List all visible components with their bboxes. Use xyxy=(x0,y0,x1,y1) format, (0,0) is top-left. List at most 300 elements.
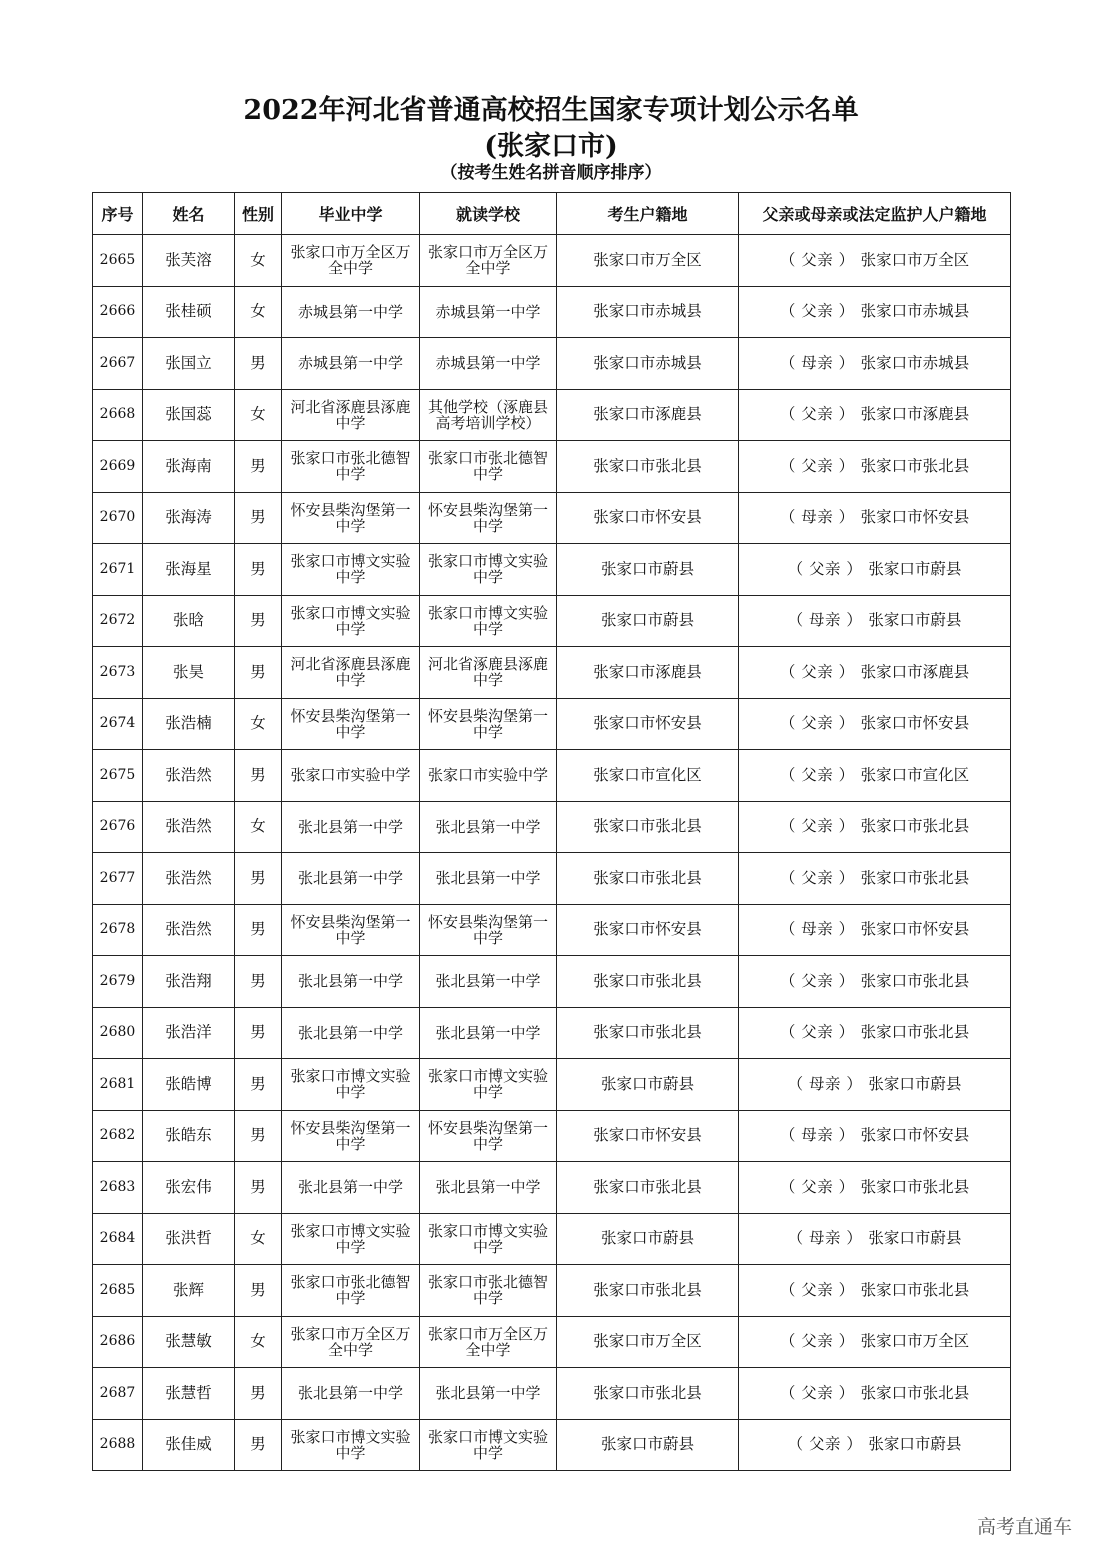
cell-graduation-school xyxy=(282,1316,420,1368)
cell-graduation-school xyxy=(282,1110,420,1162)
cell-parent-domicile xyxy=(739,1162,1011,1214)
cell-current-school-text: 张家口市张北德智中学 xyxy=(427,1273,548,1308)
cell-graduation-school xyxy=(282,1213,420,1265)
guardian-domicile: 张家口市张北县 xyxy=(860,868,970,887)
cell-current-school xyxy=(420,1419,557,1471)
cell-gender: 男 xyxy=(235,647,282,699)
table-row xyxy=(93,1213,1011,1265)
cell-current-school-text: 张北县第一中学 xyxy=(435,817,541,836)
cell-name: 张国蕊 xyxy=(143,389,235,441)
cell-index: 2676 xyxy=(93,801,143,853)
cell-gender: 男 xyxy=(235,1368,282,1420)
cell-current-school xyxy=(420,389,557,441)
cell-parent-domicile xyxy=(739,338,1011,390)
cell-index: 2680 xyxy=(93,1007,143,1059)
cell-index: 2665 xyxy=(93,235,143,287)
page-subtitle: (张家口市) xyxy=(484,131,618,162)
cell-graduation-school-text: 张北县第一中学 xyxy=(297,1178,403,1197)
guardian-domicile: 张家口市张北县 xyxy=(860,1383,970,1402)
cell-name: 张浩然 xyxy=(143,904,235,956)
cell-domicile: 张家口市蔚县 xyxy=(557,1419,739,1471)
cell-graduation-school xyxy=(282,338,420,390)
cell-parent-domicile xyxy=(739,801,1011,853)
guardian-relation: （ 父亲 ） xyxy=(779,1023,855,1042)
cell-graduation-school xyxy=(282,1368,420,1420)
cell-gender: 男 xyxy=(235,956,282,1008)
header-gender: 性别 xyxy=(235,193,282,235)
guardian-relation: （ 父亲 ） xyxy=(779,302,855,321)
cell-current-school-text: 其他学校（涿鹿县高考培训学校） xyxy=(427,397,548,432)
table-row xyxy=(93,956,1011,1008)
table-row xyxy=(93,1162,1011,1214)
guardian-relation: （ 父亲 ） xyxy=(779,1332,855,1351)
cell-index: 2672 xyxy=(93,595,143,647)
cell-graduation-school-text: 张北县第一中学 xyxy=(297,972,403,991)
cell-current-school xyxy=(420,286,557,338)
guardian-relation: （ 父亲 ） xyxy=(779,868,855,887)
cell-name: 张慧哲 xyxy=(143,1368,235,1420)
cell-index: 2688 xyxy=(93,1419,143,1471)
cell-gender: 男 xyxy=(235,1419,282,1471)
cell-name: 张宏伟 xyxy=(143,1162,235,1214)
cell-current-school xyxy=(420,235,557,287)
guardian-relation: （ 父亲 ） xyxy=(779,1280,855,1299)
cell-name: 张洪哲 xyxy=(143,1213,235,1265)
guardian-domicile: 张家口市宣化区 xyxy=(860,765,970,784)
cell-parent-domicile xyxy=(739,235,1011,287)
cell-name: 张海星 xyxy=(143,544,235,596)
guardian-relation: （ 父亲 ） xyxy=(779,971,855,990)
cell-current-school xyxy=(420,338,557,390)
cell-graduation-school xyxy=(282,492,420,544)
cell-parent-domicile xyxy=(739,956,1011,1008)
table-row xyxy=(93,544,1011,596)
guardian-relation: （ 父亲 ） xyxy=(779,662,855,681)
cell-gender: 女 xyxy=(235,1316,282,1368)
cell-name: 张佳威 xyxy=(143,1419,235,1471)
guardian-relation: （ 父亲 ） xyxy=(779,765,855,784)
guardian-domicile: 张家口市蔚县 xyxy=(868,1074,962,1093)
guardian-relation: （ 母亲 ） xyxy=(787,1229,863,1248)
cell-graduation-school xyxy=(282,235,420,287)
guardian-domicile: 张家口市蔚县 xyxy=(868,559,962,578)
cell-parent-domicile xyxy=(739,544,1011,596)
cell-current-school-text: 河北省涿鹿县涿鹿中学 xyxy=(427,655,548,690)
cell-graduation-school-text: 张家口市实验中学 xyxy=(290,766,411,785)
cell-current-school-text: 张北县第一中学 xyxy=(435,1023,541,1042)
cell-current-school xyxy=(420,1162,557,1214)
cell-gender: 女 xyxy=(235,801,282,853)
cell-graduation-school-text: 张家口市博文实验中学 xyxy=(290,1427,411,1462)
cell-graduation-school xyxy=(282,1419,420,1471)
cell-domicile: 张家口市蔚县 xyxy=(557,1213,739,1265)
guardian-domicile: 张家口市蔚县 xyxy=(868,611,962,630)
cell-domicile: 张家口市万全区 xyxy=(557,235,739,287)
guardian-relation: （ 母亲 ） xyxy=(787,1074,863,1093)
cell-current-school-text: 张家口市博文实验中学 xyxy=(427,1067,548,1102)
cell-graduation-school xyxy=(282,956,420,1008)
cell-gender: 女 xyxy=(235,1213,282,1265)
cell-parent-domicile xyxy=(739,1110,1011,1162)
table-row xyxy=(93,286,1011,338)
cell-current-school xyxy=(420,1110,557,1162)
cell-gender: 男 xyxy=(235,1110,282,1162)
cell-graduation-school-text: 张家口市万全区万全中学 xyxy=(290,243,411,278)
header-domicile: 考生户籍地 xyxy=(557,193,739,235)
watermark: 高考直通车 xyxy=(976,1516,1072,1538)
cell-current-school-text: 张家口市博文实验中学 xyxy=(427,552,548,587)
guardian-relation: （ 父亲 ） xyxy=(787,559,863,578)
guardian-domicile: 张家口市张北县 xyxy=(860,456,970,475)
cell-current-school xyxy=(420,1368,557,1420)
table-row xyxy=(93,698,1011,750)
cell-current-school-text: 张北县第一中学 xyxy=(435,1384,541,1403)
cell-current-school xyxy=(420,647,557,699)
guardian-relation: （ 父亲 ） xyxy=(787,1435,863,1454)
cell-index: 2684 xyxy=(93,1213,143,1265)
table-row xyxy=(93,1316,1011,1368)
cell-current-school xyxy=(420,698,557,750)
cell-index: 2666 xyxy=(93,286,143,338)
guardian-relation: （ 父亲 ） xyxy=(779,456,855,475)
header-graduation-school: 毕业中学 xyxy=(282,193,420,235)
cell-graduation-school xyxy=(282,647,420,699)
cell-parent-domicile xyxy=(739,647,1011,699)
cell-name: 张浩洋 xyxy=(143,1007,235,1059)
cell-current-school xyxy=(420,801,557,853)
cell-index: 2686 xyxy=(93,1316,143,1368)
guardian-domicile: 张家口市万全区 xyxy=(860,250,970,269)
cell-domicile: 张家口市赤城县 xyxy=(557,286,739,338)
sort-note: （按考生姓名拼音顺序排序） xyxy=(440,163,662,183)
cell-current-school-text: 怀安县柴沟堡第一中学 xyxy=(427,1118,548,1153)
cell-current-school xyxy=(420,1007,557,1059)
cell-name: 张海涛 xyxy=(143,492,235,544)
cell-name: 张慧敏 xyxy=(143,1316,235,1368)
table-row xyxy=(93,492,1011,544)
table-header-row xyxy=(93,193,1011,235)
cell-domicile: 张家口市张北县 xyxy=(557,853,739,905)
table-row xyxy=(93,750,1011,802)
cell-gender: 男 xyxy=(235,1265,282,1317)
cell-domicile: 张家口市宣化区 xyxy=(557,750,739,802)
guardian-domicile: 张家口市怀安县 xyxy=(860,508,970,527)
cell-gender: 女 xyxy=(235,698,282,750)
header-index: 序号 xyxy=(93,193,143,235)
cell-graduation-school-text: 怀安县柴沟堡第一中学 xyxy=(290,500,411,535)
cell-gender: 男 xyxy=(235,1162,282,1214)
cell-graduation-school-text: 张家口市博文实验中学 xyxy=(290,1067,411,1102)
cell-index: 2671 xyxy=(93,544,143,596)
table-row xyxy=(93,1007,1011,1059)
cell-gender: 女 xyxy=(235,235,282,287)
guardian-relation: （ 父亲 ） xyxy=(779,714,855,733)
guardian-relation: （ 母亲 ） xyxy=(779,920,855,939)
guardian-domicile: 张家口市怀安县 xyxy=(860,920,970,939)
cell-current-school xyxy=(420,1316,557,1368)
cell-gender: 女 xyxy=(235,389,282,441)
guardian-relation: （ 父亲 ） xyxy=(779,1177,855,1196)
header-name: 姓名 xyxy=(143,193,235,235)
cell-current-school xyxy=(420,750,557,802)
cell-domicile: 张家口市张北县 xyxy=(557,801,739,853)
table-row xyxy=(93,338,1011,390)
cell-graduation-school xyxy=(282,286,420,338)
cell-gender: 男 xyxy=(235,544,282,596)
cell-graduation-school xyxy=(282,750,420,802)
table-row xyxy=(93,1419,1011,1471)
table-row xyxy=(93,1265,1011,1317)
cell-index: 2681 xyxy=(93,1059,143,1111)
cell-gender: 男 xyxy=(235,492,282,544)
cell-current-school-text: 张北县第一中学 xyxy=(435,972,541,991)
cell-name: 张浩然 xyxy=(143,853,235,905)
cell-index: 2683 xyxy=(93,1162,143,1214)
header-current-school: 就读学校 xyxy=(420,193,557,235)
guardian-relation: （ 母亲 ） xyxy=(779,508,855,527)
guardian-domicile: 张家口市张北县 xyxy=(860,1280,970,1299)
cell-graduation-school xyxy=(282,1059,420,1111)
page-title: 2022年河北省普通高校招生国家专项计划公示名单 xyxy=(243,95,859,126)
cell-graduation-school xyxy=(282,441,420,493)
cell-graduation-school-text: 赤城县第一中学 xyxy=(297,354,403,373)
roster-table xyxy=(92,192,1011,1471)
cell-gender: 男 xyxy=(235,441,282,493)
cell-graduation-school xyxy=(282,595,420,647)
cell-index: 2678 xyxy=(93,904,143,956)
header-parent-domicile: 父亲或母亲或法定监护人户籍地 xyxy=(739,193,1011,235)
guardian-domicile: 张家口市张北县 xyxy=(860,1023,970,1042)
cell-name: 张桂硕 xyxy=(143,286,235,338)
cell-parent-domicile xyxy=(739,1368,1011,1420)
cell-domicile: 张家口市涿鹿县 xyxy=(557,647,739,699)
cell-index: 2677 xyxy=(93,853,143,905)
cell-graduation-school-text: 张北县第一中学 xyxy=(297,817,403,836)
cell-parent-domicile xyxy=(739,441,1011,493)
guardian-domicile: 张家口市涿鹿县 xyxy=(860,662,970,681)
guardian-domicile: 张家口市蔚县 xyxy=(868,1229,962,1248)
cell-current-school xyxy=(420,441,557,493)
cell-name: 张浩翔 xyxy=(143,956,235,1008)
cell-domicile: 张家口市张北县 xyxy=(557,441,739,493)
cell-name: 张国立 xyxy=(143,338,235,390)
cell-graduation-school-text: 张北县第一中学 xyxy=(297,1384,403,1403)
cell-parent-domicile xyxy=(739,698,1011,750)
cell-graduation-school-text: 河北省涿鹿县涿鹿中学 xyxy=(290,655,411,690)
cell-current-school xyxy=(420,853,557,905)
cell-current-school-text: 张家口市万全区万全中学 xyxy=(427,243,548,278)
cell-current-school xyxy=(420,544,557,596)
guardian-domicile: 张家口市赤城县 xyxy=(860,353,970,372)
cell-domicile: 张家口市赤城县 xyxy=(557,338,739,390)
cell-current-school-text: 赤城县第一中学 xyxy=(435,302,541,321)
cell-graduation-school-text: 张家口市博文实验中学 xyxy=(290,552,411,587)
cell-current-school-text: 怀安县柴沟堡第一中学 xyxy=(427,912,548,947)
cell-name: 张辉 xyxy=(143,1265,235,1317)
cell-parent-domicile xyxy=(739,389,1011,441)
cell-name: 张皓博 xyxy=(143,1059,235,1111)
cell-current-school-text: 怀安县柴沟堡第一中学 xyxy=(427,500,548,535)
cell-current-school-text: 张家口市博文实验中学 xyxy=(427,603,548,638)
cell-name: 张浩然 xyxy=(143,801,235,853)
cell-index: 2679 xyxy=(93,956,143,1008)
cell-parent-domicile xyxy=(739,1213,1011,1265)
cell-current-school-text: 张北县第一中学 xyxy=(435,1178,541,1197)
cell-index: 2670 xyxy=(93,492,143,544)
cell-graduation-school-text: 张家口市博文实验中学 xyxy=(290,603,411,638)
guardian-relation: （ 母亲 ） xyxy=(787,611,863,630)
cell-domicile: 张家口市蔚县 xyxy=(557,1059,739,1111)
guardian-domicile: 张家口市涿鹿县 xyxy=(860,405,970,424)
guardian-domicile: 张家口市怀安县 xyxy=(860,714,970,733)
cell-index: 2673 xyxy=(93,647,143,699)
cell-gender: 女 xyxy=(235,286,282,338)
cell-parent-domicile xyxy=(739,1007,1011,1059)
cell-current-school xyxy=(420,595,557,647)
cell-gender: 男 xyxy=(235,1059,282,1111)
cell-graduation-school-text: 张家口市万全区万全中学 xyxy=(290,1324,411,1359)
cell-parent-domicile xyxy=(739,1059,1011,1111)
cell-parent-domicile xyxy=(739,1316,1011,1368)
cell-parent-domicile xyxy=(739,904,1011,956)
cell-parent-domicile xyxy=(739,750,1011,802)
cell-graduation-school-text: 河北省涿鹿县涿鹿中学 xyxy=(290,397,411,432)
cell-graduation-school-text: 赤城县第一中学 xyxy=(297,302,403,321)
cell-index: 2687 xyxy=(93,1368,143,1420)
cell-current-school-text: 怀安县柴沟堡第一中学 xyxy=(427,706,548,741)
guardian-relation: （ 父亲 ） xyxy=(779,1383,855,1402)
cell-graduation-school-text: 张北县第一中学 xyxy=(297,1023,403,1042)
table-row xyxy=(93,853,1011,905)
guardian-domicile: 张家口市怀安县 xyxy=(860,1126,970,1145)
table-row xyxy=(93,1368,1011,1420)
cell-gender: 男 xyxy=(235,1007,282,1059)
cell-name: 张海南 xyxy=(143,441,235,493)
cell-index: 2674 xyxy=(93,698,143,750)
cell-current-school xyxy=(420,956,557,1008)
cell-gender: 男 xyxy=(235,853,282,905)
cell-name: 张浩楠 xyxy=(143,698,235,750)
guardian-relation: （ 母亲 ） xyxy=(779,353,855,372)
cell-current-school-text: 赤城县第一中学 xyxy=(435,354,541,373)
table-row xyxy=(93,441,1011,493)
cell-graduation-school-text: 张北县第一中学 xyxy=(297,869,403,888)
table-row xyxy=(93,801,1011,853)
cell-name: 张晗 xyxy=(143,595,235,647)
cell-graduation-school xyxy=(282,389,420,441)
cell-domicile: 张家口市涿鹿县 xyxy=(557,389,739,441)
cell-current-school xyxy=(420,904,557,956)
cell-current-school-text: 张北县第一中学 xyxy=(435,869,541,888)
cell-parent-domicile xyxy=(739,286,1011,338)
cell-domicile: 张家口市张北县 xyxy=(557,1265,739,1317)
cell-graduation-school-text: 张家口市张北德智中学 xyxy=(290,1273,411,1308)
cell-domicile: 张家口市怀安县 xyxy=(557,1110,739,1162)
cell-domicile: 张家口市怀安县 xyxy=(557,904,739,956)
cell-domicile: 张家口市怀安县 xyxy=(557,698,739,750)
cell-graduation-school xyxy=(282,853,420,905)
guardian-domicile: 张家口市张北县 xyxy=(860,817,970,836)
cell-domicile: 张家口市万全区 xyxy=(557,1316,739,1368)
cell-graduation-school-text: 张家口市张北德智中学 xyxy=(290,449,411,484)
cell-index: 2668 xyxy=(93,389,143,441)
cell-domicile: 张家口市张北县 xyxy=(557,1368,739,1420)
guardian-domicile: 张家口市张北县 xyxy=(860,971,970,990)
cell-graduation-school xyxy=(282,698,420,750)
cell-current-school xyxy=(420,1265,557,1317)
cell-graduation-school xyxy=(282,1162,420,1214)
cell-graduation-school-text: 怀安县柴沟堡第一中学 xyxy=(290,912,411,947)
cell-domicile: 张家口市张北县 xyxy=(557,1007,739,1059)
cell-gender: 男 xyxy=(235,750,282,802)
table-row xyxy=(93,1110,1011,1162)
cell-parent-domicile xyxy=(739,1265,1011,1317)
guardian-relation: （ 父亲 ） xyxy=(779,250,855,269)
guardian-domicile: 张家口市张北县 xyxy=(860,1177,970,1196)
guardian-relation: （ 父亲 ） xyxy=(779,817,855,836)
cell-current-school xyxy=(420,1213,557,1265)
cell-name: 张皓东 xyxy=(143,1110,235,1162)
guardian-relation: （ 母亲 ） xyxy=(779,1126,855,1145)
cell-graduation-school-text: 张家口市博文实验中学 xyxy=(290,1221,411,1256)
cell-index: 2682 xyxy=(93,1110,143,1162)
table-row xyxy=(93,1059,1011,1111)
cell-name: 张芙溶 xyxy=(143,235,235,287)
cell-gender: 男 xyxy=(235,338,282,390)
cell-parent-domicile xyxy=(739,1419,1011,1471)
table-row xyxy=(93,595,1011,647)
cell-index: 2675 xyxy=(93,750,143,802)
cell-domicile: 张家口市怀安县 xyxy=(557,492,739,544)
cell-current-school-text: 张家口市张北德智中学 xyxy=(427,449,548,484)
cell-current-school-text: 张家口市万全区万全中学 xyxy=(427,1324,548,1359)
cell-graduation-school-text: 怀安县柴沟堡第一中学 xyxy=(290,706,411,741)
cell-parent-domicile xyxy=(739,492,1011,544)
table-row xyxy=(93,389,1011,441)
cell-graduation-school-text: 怀安县柴沟堡第一中学 xyxy=(290,1118,411,1153)
cell-gender: 男 xyxy=(235,595,282,647)
cell-index: 2669 xyxy=(93,441,143,493)
cell-graduation-school xyxy=(282,1007,420,1059)
cell-graduation-school xyxy=(282,544,420,596)
cell-index: 2685 xyxy=(93,1265,143,1317)
cell-index: 2667 xyxy=(93,338,143,390)
cell-current-school xyxy=(420,492,557,544)
table-row xyxy=(93,904,1011,956)
cell-graduation-school xyxy=(282,904,420,956)
guardian-domicile: 张家口市赤城县 xyxy=(860,302,970,321)
guardian-domicile: 张家口市蔚县 xyxy=(868,1435,962,1454)
guardian-relation: （ 父亲 ） xyxy=(779,405,855,424)
table-row xyxy=(93,647,1011,699)
cell-current-school-text: 张家口市博文实验中学 xyxy=(427,1221,548,1256)
table-row xyxy=(93,235,1011,287)
cell-name: 张昊 xyxy=(143,647,235,699)
cell-domicile: 张家口市蔚县 xyxy=(557,544,739,596)
cell-current-school-text: 张家口市博文实验中学 xyxy=(427,1427,548,1462)
cell-domicile: 张家口市蔚县 xyxy=(557,595,739,647)
cell-gender: 男 xyxy=(235,904,282,956)
cell-parent-domicile xyxy=(739,595,1011,647)
cell-name: 张浩然 xyxy=(143,750,235,802)
cell-domicile: 张家口市张北县 xyxy=(557,1162,739,1214)
cell-graduation-school xyxy=(282,1265,420,1317)
guardian-domicile: 张家口市万全区 xyxy=(860,1332,970,1351)
cell-current-school xyxy=(420,1059,557,1111)
cell-current-school-text: 张家口市实验中学 xyxy=(427,766,548,785)
cell-domicile: 张家口市张北县 xyxy=(557,956,739,1008)
cell-parent-domicile xyxy=(739,853,1011,905)
